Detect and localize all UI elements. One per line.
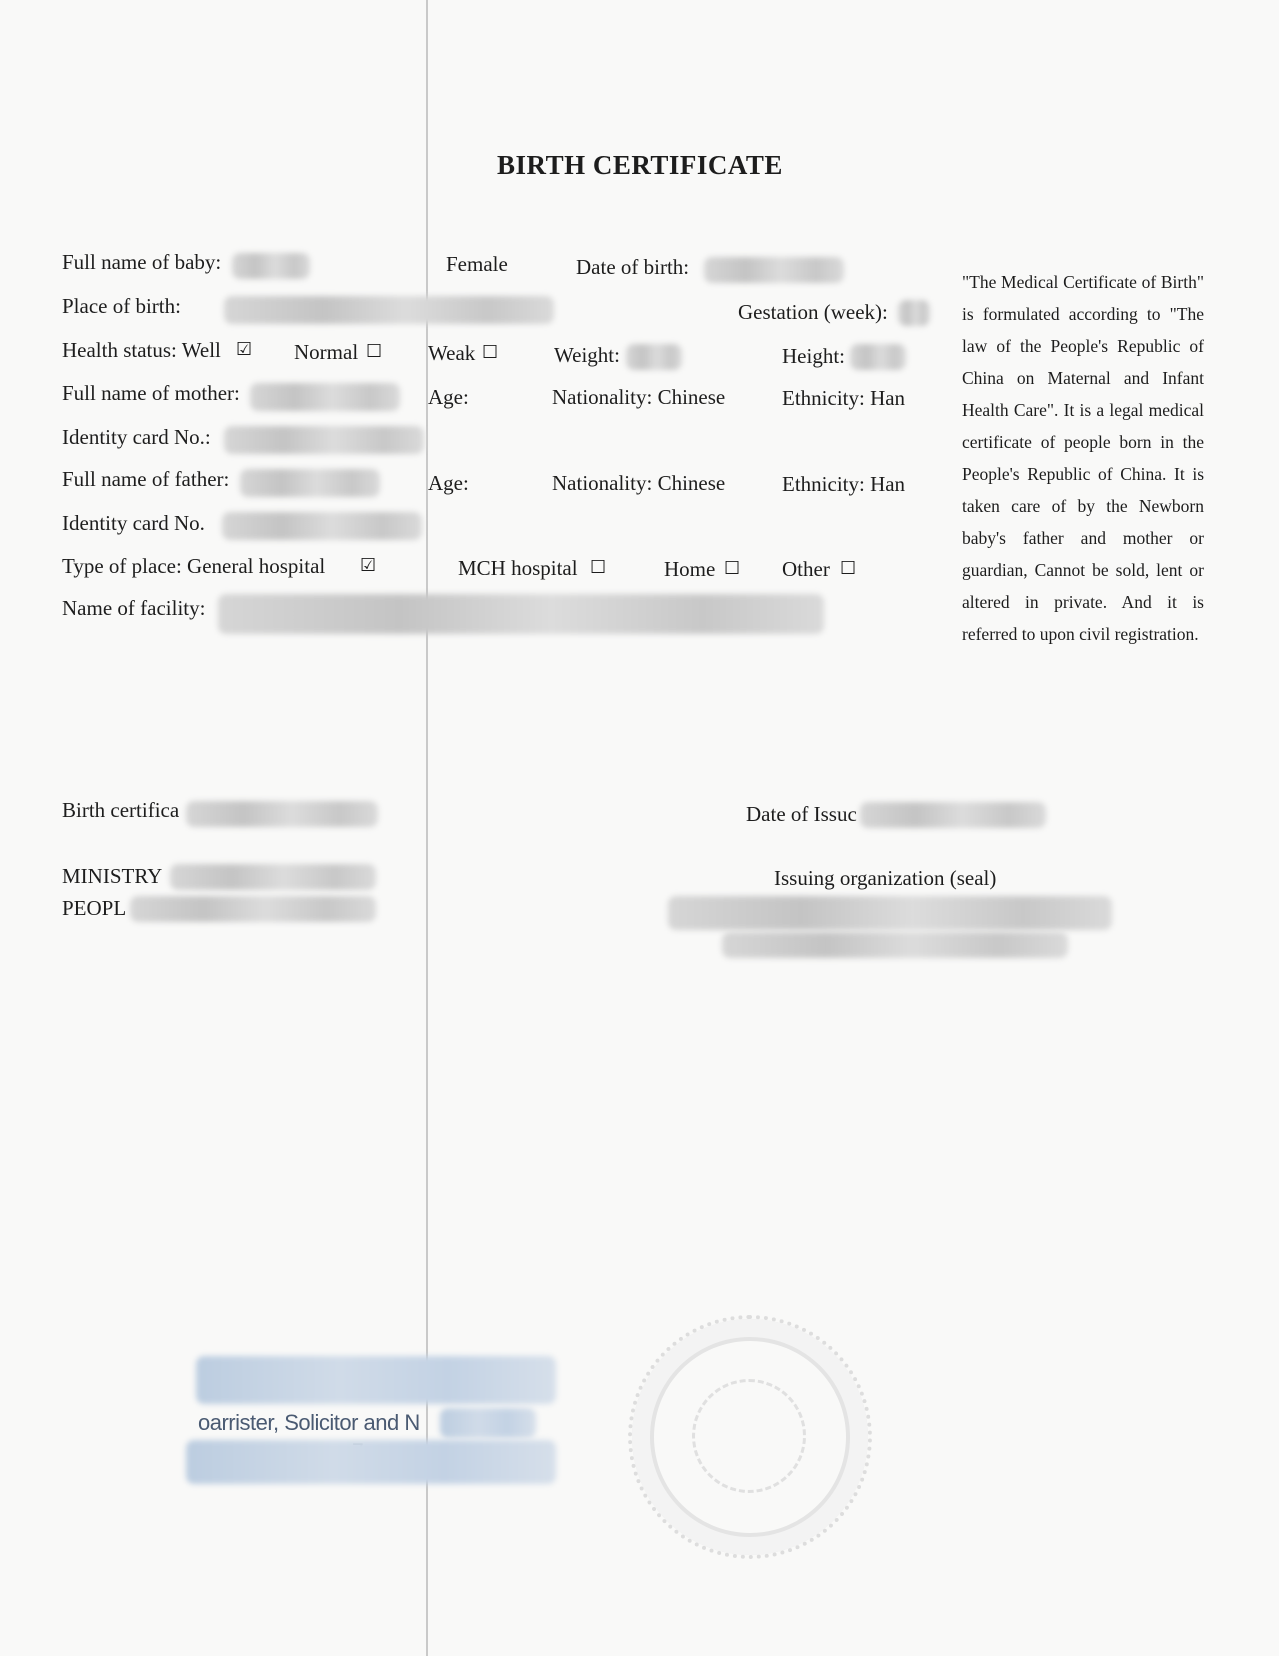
redaction-block xyxy=(668,896,1112,930)
father-id-label: Identity card No. xyxy=(62,511,205,535)
redaction-block xyxy=(722,932,1068,958)
father-age-label: Age: xyxy=(428,471,469,495)
page-fold-line xyxy=(426,0,428,1656)
mch-hospital-checkbox: ☐ xyxy=(590,557,607,578)
legal-note-text: "The Medical Certificate of Birth" is formulated according to "The law of the People's Republic of China on Maternal and Infant Health Care". It is a legal medical certificate of people born in the People's Republic of China. It is taken care of by the Newborn baby's father and mother or guardian, Cannot be sold, lent or altered in private. And it is referred to upon civil registration. xyxy=(962,272,1204,644)
weak-label: Weak xyxy=(428,341,476,365)
redaction-block xyxy=(222,512,422,540)
gestation-label: Gestation (week): xyxy=(738,300,888,324)
mother-id-label: Identity card No.: xyxy=(62,425,211,449)
well-checkbox: ☑ xyxy=(236,339,253,360)
redaction-block xyxy=(240,469,380,497)
seal-inner-ring xyxy=(692,1379,806,1493)
legal-note xyxy=(962,266,1204,650)
redaction-block xyxy=(898,300,930,326)
issue-date-label: Date of Issuc xyxy=(746,802,857,826)
home-label: Home xyxy=(664,557,716,581)
father-nationality: Nationality: Chinese xyxy=(552,471,726,495)
redaction-block xyxy=(440,1408,536,1438)
redaction-block xyxy=(218,594,824,634)
father-name-label: Full name of father: xyxy=(62,467,230,491)
health-status-label: Health status: Well xyxy=(62,338,221,362)
general-hospital-checkbox: ☑ xyxy=(360,555,377,576)
normal-checkbox: ☐ xyxy=(366,341,383,362)
ministry-line-1: MINISTRY xyxy=(62,864,163,888)
normal-label: Normal xyxy=(294,340,359,364)
home-checkbox: ☐ xyxy=(724,558,741,579)
redaction-block xyxy=(232,253,310,279)
weak-checkbox: ☐ xyxy=(482,342,499,363)
baby-sex: Female xyxy=(446,252,508,276)
other-label: Other xyxy=(782,557,830,581)
redaction-block xyxy=(250,383,400,411)
mother-ethnicity: Ethnicity: Han xyxy=(782,386,906,410)
issuing-organization-label: Issuing organization (seal) xyxy=(774,866,997,890)
ministry-line-2: PEOPL xyxy=(62,896,127,920)
place-type-label: Type of place: General hospital xyxy=(62,554,326,578)
redaction-block xyxy=(186,801,378,827)
notary-stamp-text: oarrister, Solicitor and N xyxy=(198,1410,420,1435)
redaction-block xyxy=(196,1356,556,1404)
redaction-block xyxy=(626,344,682,370)
certificate-number-label: Birth certifica xyxy=(62,798,180,822)
father-ethnicity: Ethnicity: Han xyxy=(782,472,906,496)
redaction-block xyxy=(704,257,844,283)
place-of-birth-label: Place of birth: xyxy=(62,294,181,318)
redaction-block xyxy=(224,296,554,324)
redaction-block xyxy=(130,896,376,922)
redaction-block xyxy=(170,864,376,890)
document-title: BIRTH CERTIFICATE xyxy=(497,150,783,180)
baby-name-label: Full name of baby: xyxy=(62,250,222,274)
redaction-block xyxy=(850,344,906,370)
mother-nationality: Nationality: Chinese xyxy=(552,385,726,409)
dob-label: Date of birth: xyxy=(576,255,690,279)
facility-label: Name of facility: xyxy=(62,596,206,620)
mother-name-label: Full name of mother: xyxy=(62,381,240,405)
notary-embossed-seal xyxy=(628,1315,872,1559)
redaction-block xyxy=(860,802,1046,828)
mother-age-label: Age: xyxy=(428,385,469,409)
height-label: Height: xyxy=(782,344,845,368)
weight-label: Weight: xyxy=(554,343,620,367)
redaction-block xyxy=(186,1440,556,1484)
redaction-block xyxy=(224,426,424,454)
mch-hospital-label: MCH hospital xyxy=(458,556,578,580)
other-checkbox: ☐ xyxy=(840,558,857,579)
